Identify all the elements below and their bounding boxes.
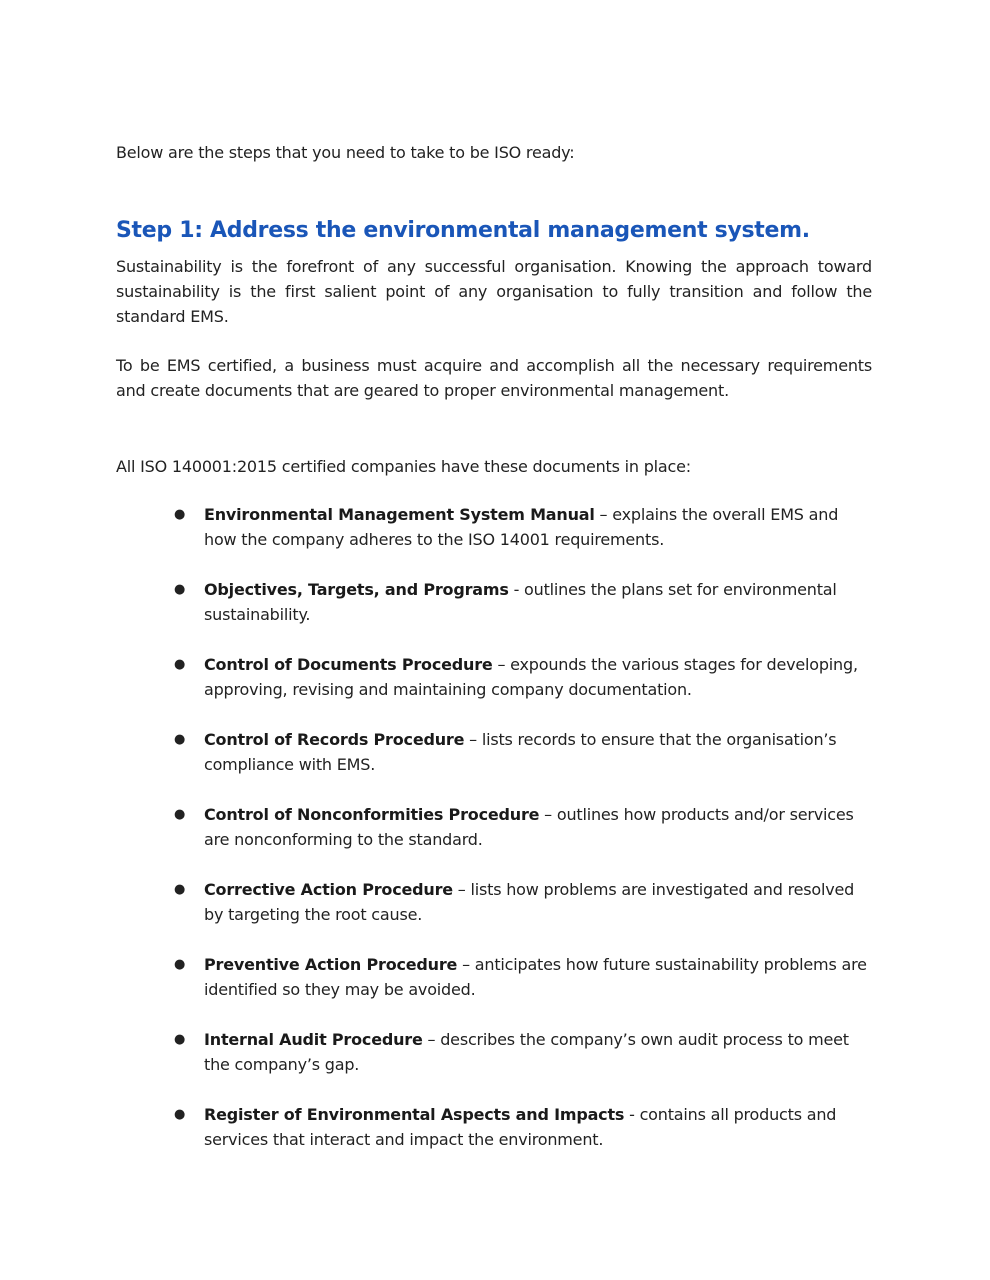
list-item-title: Corrective Action Procedure [204, 880, 453, 899]
bullet-icon: ● [174, 732, 186, 747]
list-item [174, 952, 874, 1002]
list-item-description: – describes the company’s own audit process to meet the company’s gap. [204, 1030, 849, 1074]
list-item [174, 727, 874, 777]
list-item-description: - contains all products and services that interact and impact the environment. [204, 1105, 837, 1149]
list-item-description: – lists records to ensure that the organisation’s compliance with EMS. [204, 730, 837, 774]
list-item-description: – outlines how products and/or services are nonconforming to the standard. [204, 805, 854, 849]
bullet-icon: ● [174, 807, 186, 822]
list-item-title: Control of Nonconformities Procedure [204, 805, 540, 824]
list-item-title: Environmental Management System Manual [204, 505, 595, 524]
step-heading: Step 1: Address the environmental management system. [116, 218, 810, 243]
intro-text: Below are the steps that you need to take to be ISO ready: [116, 143, 575, 162]
list-item-title: Preventive Action Procedure [204, 955, 458, 974]
list-item-title: Internal Audit Procedure [204, 1030, 423, 1049]
paragraph-documents-intro: All ISO 140001:2015 certified companies have these documents in place: [116, 457, 691, 476]
list-item [174, 1102, 874, 1152]
list-item-title: Register of Environmental Aspects and Impacts [204, 1105, 625, 1124]
list-item-title: Objectives, Targets, and Programs [204, 580, 509, 599]
list-item [174, 577, 874, 627]
list-item-description: – lists how problems are investigated and resolved by targeting the root cause. [204, 880, 855, 924]
list-item-description: – explains the overall EMS and how the company adheres to the ISO 14001 requirements. [204, 505, 839, 549]
list-item [174, 1027, 874, 1077]
bullet-icon: ● [174, 882, 186, 897]
list-item-description: – anticipates how future sustainability problems are identified so they may be avoided. [204, 955, 867, 999]
bullet-icon: ● [174, 582, 186, 597]
bullet-icon: ● [174, 1032, 186, 1047]
list-item [174, 652, 874, 702]
bullet-icon: ● [174, 1107, 186, 1122]
list-item [174, 502, 874, 552]
list-item [174, 877, 874, 927]
bullet-icon: ● [174, 657, 186, 672]
bullet-icon: ● [174, 957, 186, 972]
paragraph-ems-certified: To be EMS certified, a business must acquire and accomplish all the necessary requirements and create documents that are geared to proper environmental management. [116, 356, 872, 400]
list-item-description: – expounds the various stages for developing, approving, revising and maintaining company documentation. [204, 655, 858, 699]
list-item-description: - outlines the plans set for environmental sustainability. [204, 580, 837, 624]
list-item-title: Control of Documents Procedure [204, 655, 493, 674]
documents-list [174, 502, 874, 1177]
list-item [174, 802, 874, 852]
bullet-icon: ● [174, 507, 186, 522]
paragraph-sustainability: Sustainability is the forefront of any successful organisation. Knowing the approach toward sustainability is the first salient point of any organisation to fully transition and follow the standard EMS. [116, 257, 872, 326]
list-item-title: Control of Records Procedure [204, 730, 465, 749]
